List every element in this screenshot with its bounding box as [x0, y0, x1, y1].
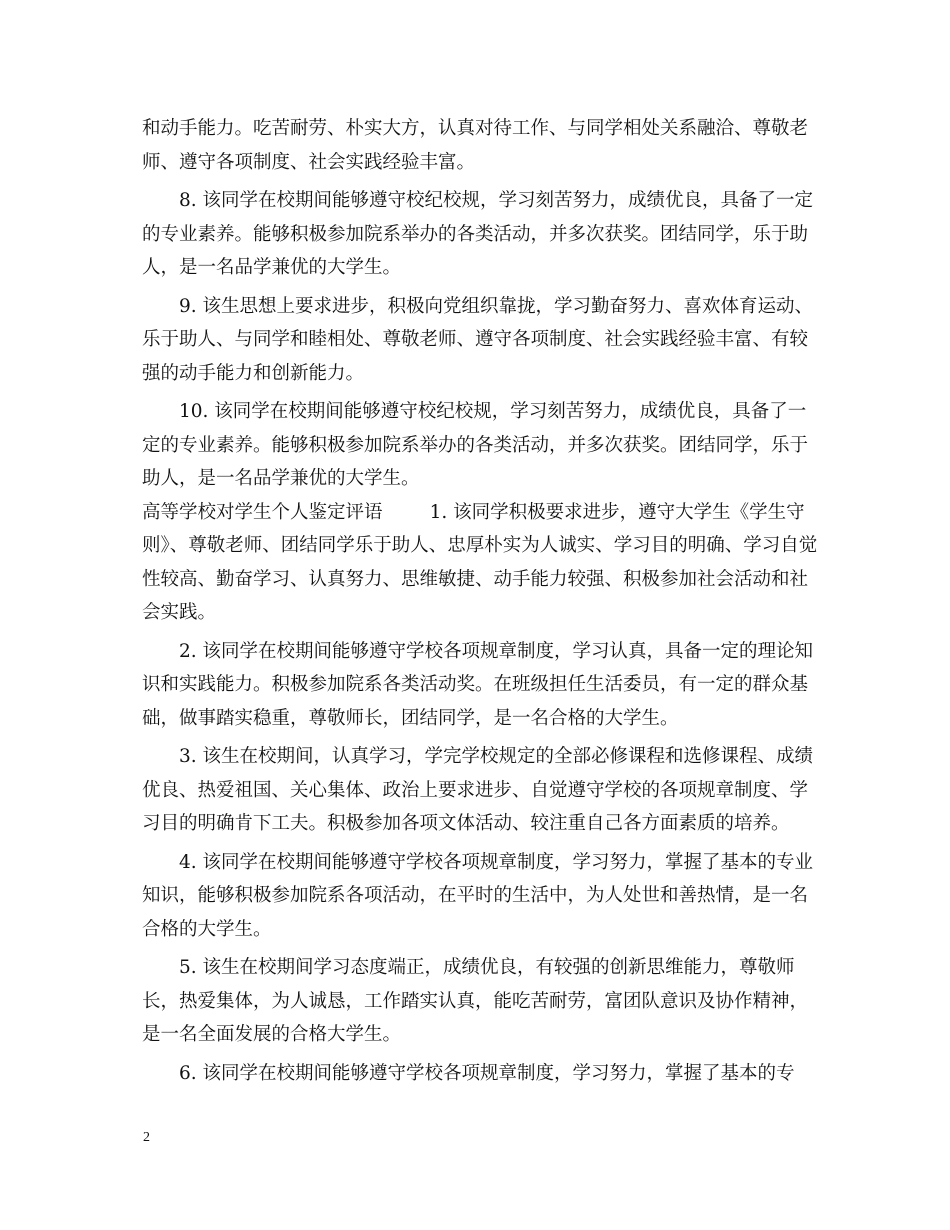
paragraph-item-5: 5. 该生在校期间学习态度端正，成绩优良，有较强的创新思维能力，尊敬师长，热爱集体，为人诚恳，工作踏实认真，能吃苦耐劳，富团队意识及协作精神，是一名全面发展的合格大学生。 — [142, 957, 809, 1045]
paragraph-item-3: 3. 该生在校期间，认真学习，学完学校规定的全部必修课程和选修课程、成绩优良、热爱祖国、关心集体、政治上要求进步、自觉遵守学校的各项规章制度、学习目的明确肯下工夫。积极参加各项文体活动、较注重自己各方面素质的培养。 — [142, 746, 814, 834]
paragraph-continued: 和动手能力。吃苦耐劳、朴实大方，认真对待工作、与同学相处关系融洽、尊敬老师、遵守各项制度、社会实践经验丰富。 — [142, 118, 809, 173]
paragraph-item-2: 2. 该同学在校期间能够遵守学校各项规章制度，学习认真，具备一定的理论知识和实践能力。积极参加院系各类活动奖。在班级担任生活委员，有一定的群众基础，做事踏实稳重，尊敬师长，团结同学，是一名合格的大学生。 — [142, 640, 814, 729]
paragraph-item-10: 10. 该同学在校期间能够遵守校纪校规，学习刻苦努力，成绩优良，具备了一定的专业素养。能够积极参加院系举办的各类活动，并多次获奖。团结同学，乐于助人，是一名品学兼优的大学生。 — [142, 401, 809, 489]
page-number: 2 — [143, 1130, 150, 1145]
section-title: 高等学校对学生个人鉴定评语 — [142, 501, 383, 523]
section-item-1: 1. 该同学积极要求进步，遵守大学生《学生守则》、尊敬老师、团结同学乐于助人、忠厚朴实为人诚实、学习目的明确、学习自觉性较高、勤奋学习、认真努力、思维敏捷、动手能力较强、积极参加社会活动和社会实践。 — [142, 501, 818, 623]
paragraph-item-8: 8. 该同学在校期间能够遵守校纪校规，学习刻苦努力，成绩优良，具备了一定的专业素养。能够积极参加院系举办的各类活动，并多次获奖。团结同学，乐于助人，是一名品学兼优的大学生。 — [142, 190, 814, 278]
document-body — [142, 112, 822, 1090]
section-paragraph — [142, 496, 822, 630]
paragraph-item-6: 6. 该同学在校期间能够遵守学校各项规章制度，学习努力，掌握了基本的专 — [179, 1062, 795, 1084]
paragraph-item-9: 9. 该生思想上要求进步，积极向党组织靠拢，学习勤奋努力、喜欢体育运动、乐于助人、与同学和睦相处、尊敬老师、遵守各项制度、社会实践经验丰富、有较强的动手能力和创新能力。 — [142, 295, 814, 384]
paragraph-item-4: 4. 该同学在校期间能够遵守学校各项规章制度，学习努力，掌握了基本的专业知识，能够积极参加院系各项活动，在平时的生活中，为人处世和善热情，是一名合格的大学生。 — [142, 851, 814, 940]
